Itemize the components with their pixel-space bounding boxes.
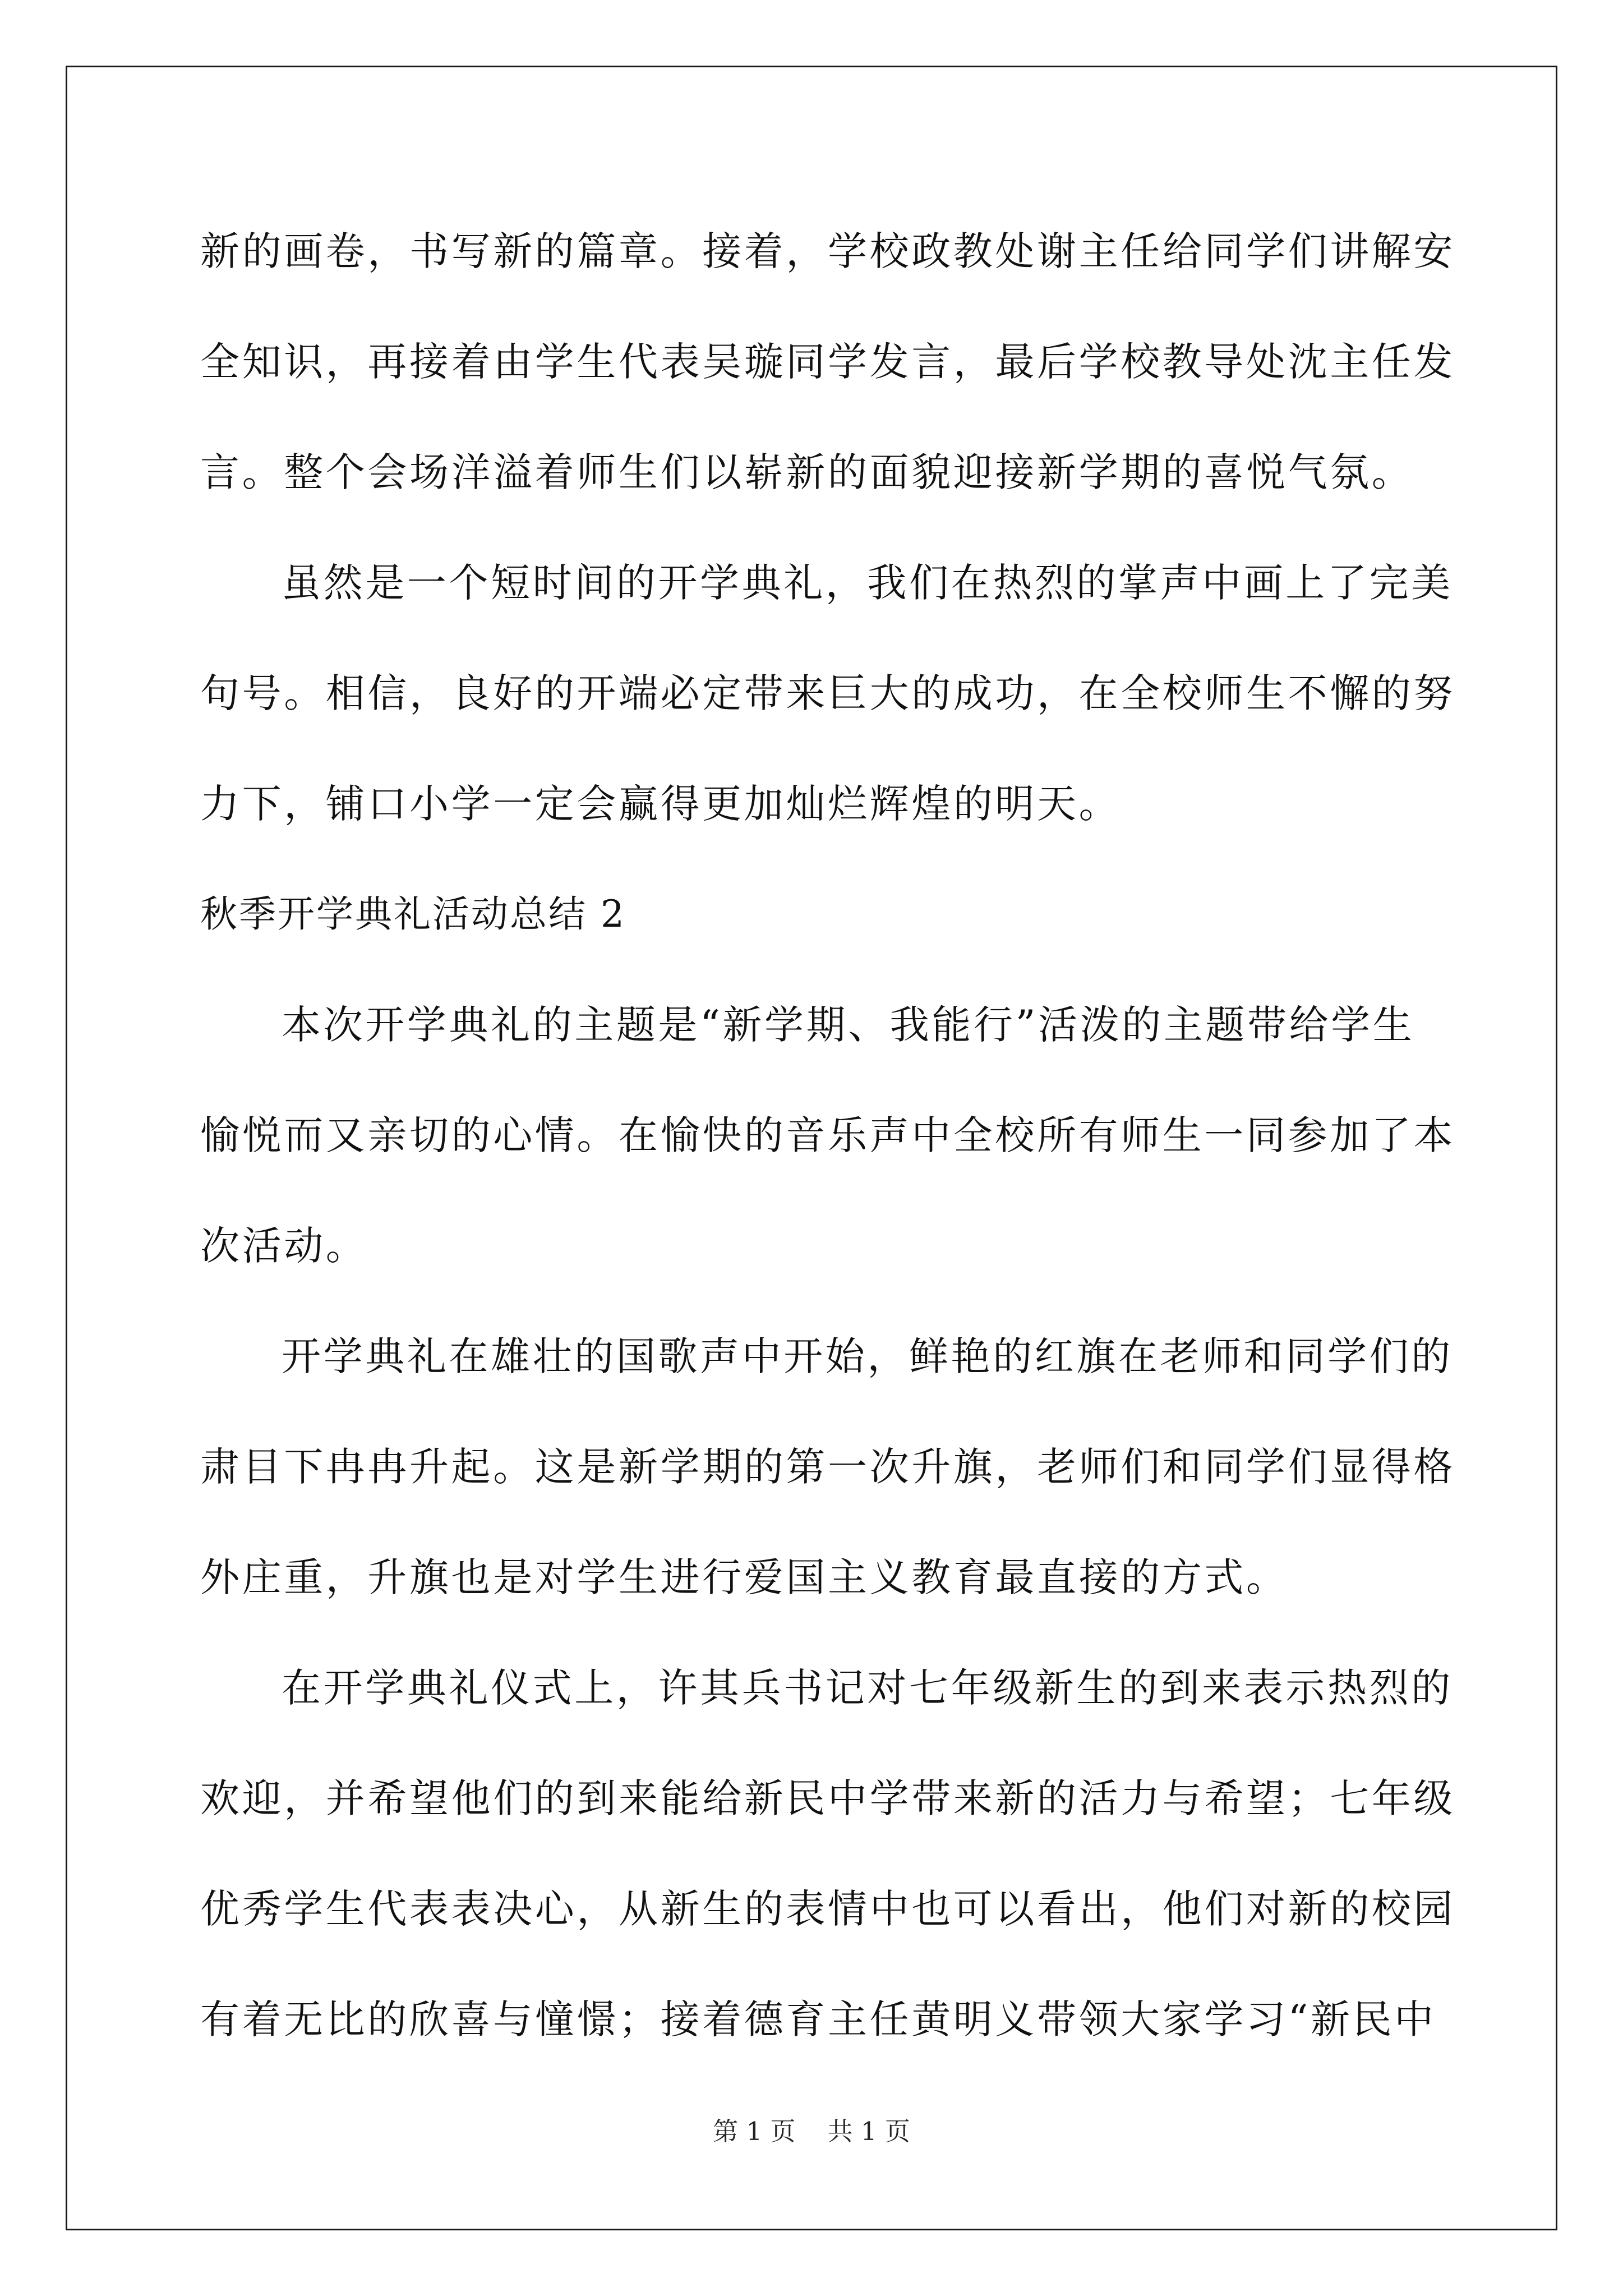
text-line: 肃目下冉冉升起。这是新学期的第一次升旗，老师们和同学们显得格: [200, 1444, 1455, 1490]
document-body: [200, 212, 1455, 2091]
text-line: 新的画卷，书写新的篇章。接着，学校政教处谢主任给同学们讲解安: [200, 228, 1455, 274]
section-heading: 秋季开学典礼活动总结 2: [200, 892, 626, 936]
text-line: 言。整个会场洋溢着师生们以崭新的面貌迎接新学期的喜悦气氛。: [200, 449, 1414, 495]
text-line: 全知识，再接着由学生代表吴璇同学发言，最后学校教导处沈主任发: [200, 339, 1455, 385]
text-line: 欢迎，并希望他们的到来能给新民中学带来新的活力与希望；七年级: [200, 1775, 1455, 1821]
page-number: 第 1 页: [713, 2116, 796, 2146]
text-line: 优秀学生代表表决心，从新生的表情中也可以看出，他们对新的校园: [200, 1886, 1455, 1932]
text-line: 开学典礼在雄壮的国歌声中开始，鲜艳的红旗在老师和同学们的: [282, 1333, 1453, 1379]
text-line: 有着无比的欣喜与憧憬；接着德育主任黄明义带领大家学习“新民中: [200, 1996, 1436, 2042]
page-total: 共 1 页: [827, 2116, 910, 2146]
text-line: 在开学典礼仪式上，许其兵书记对七年级新生的到来表示热烈的: [282, 1665, 1453, 1711]
text-line: 虽然是一个短时间的开学典礼，我们在热烈的掌声中画上了完美: [282, 560, 1453, 606]
text-line: 愉悦而又亲切的心情。在愉快的音乐声中全校所有师生一同参加了本: [200, 1112, 1455, 1158]
text-line: 次活动。: [200, 1223, 368, 1269]
text-line: 句号。相信，良好的开端必定带来巨大的成功，在全校师生不懈的努: [200, 670, 1455, 716]
page-footer: [0, 2115, 1623, 2148]
text-line: 本次开学典礼的主题是“新学期、我能行”活泼的主题带给学生: [282, 1002, 1415, 1048]
text-line: 力下，铺口小学一定会赢得更加灿烂辉煌的明天。: [200, 781, 1121, 827]
text-line: 外庄重，升旗也是对学生进行爱国主义教育最直接的方式。: [200, 1554, 1288, 1600]
